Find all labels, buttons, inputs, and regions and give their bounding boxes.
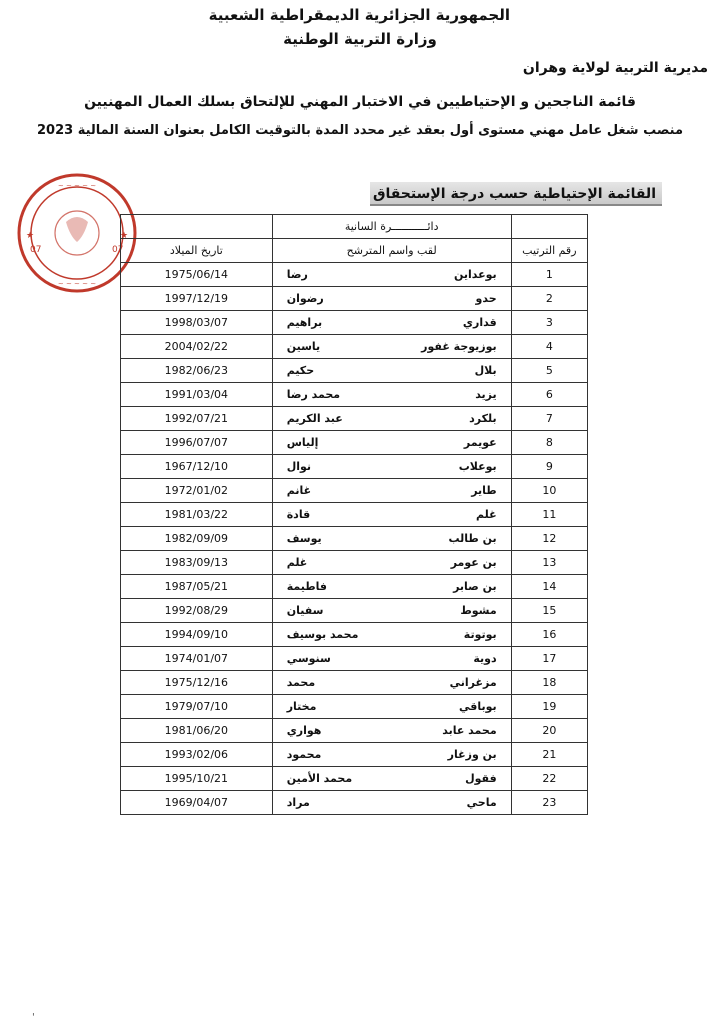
rank-cell: 12: [511, 527, 587, 551]
candidate-first-name: يوسف: [286, 532, 322, 545]
table-row: [121, 479, 588, 503]
birth-date-cell: 1981/06/20: [121, 719, 273, 743]
rank-cell: 21: [511, 743, 587, 767]
candidate-name: [273, 460, 511, 473]
candidate-first-name: غلم: [286, 556, 308, 569]
candidate-last-name: قداري: [462, 316, 497, 329]
rank-cell: 7: [511, 407, 587, 431]
candidate-last-name: بن طالب: [448, 532, 497, 545]
birth-date-cell: 1979/07/10: [121, 695, 273, 719]
table-row: [121, 383, 588, 407]
candidate-first-name: مختار: [286, 700, 317, 713]
birth-date-cell: 1998/03/07: [121, 311, 273, 335]
ministry-heading: وزارة التربية الوطنية: [283, 30, 437, 48]
rank-cell: 1: [511, 263, 587, 287]
candidate-name-cell: [272, 599, 511, 623]
table-row: [121, 719, 588, 743]
birth-date-cell: 1991/03/04: [121, 383, 273, 407]
rank-cell: 17: [511, 647, 587, 671]
rank-cell: 8: [511, 431, 587, 455]
candidate-first-name: نوال: [286, 460, 312, 473]
candidate-name-cell: [272, 479, 511, 503]
candidate-first-name: قادة: [286, 508, 311, 521]
candidate-name-cell: [272, 695, 511, 719]
candidate-last-name: فقول: [465, 772, 497, 785]
candidate-last-name: مزغراني: [449, 676, 497, 689]
candidate-name-cell: [272, 359, 511, 383]
candidate-name: [273, 340, 511, 353]
candidate-name-cell: [272, 671, 511, 695]
candidate-name: [273, 676, 511, 689]
rank-cell: 3: [511, 311, 587, 335]
candidate-name-cell: [272, 263, 511, 287]
candidate-name: [273, 556, 511, 569]
svg-text:07: 07: [30, 245, 42, 255]
candidate-name: [273, 652, 511, 665]
candidate-name-cell: [272, 503, 511, 527]
candidate-last-name: يزيد: [475, 388, 497, 401]
birth-date-cell: 1981/03/22: [121, 503, 273, 527]
rank-cell: 23: [511, 791, 587, 815]
table-row: [121, 407, 588, 431]
candidate-name: [273, 580, 511, 593]
candidate-first-name: براهيم: [286, 316, 323, 329]
candidate-first-name: مراد: [286, 796, 310, 809]
candidate-first-name: سنوسي: [286, 652, 331, 665]
table-row: [121, 791, 588, 815]
candidate-name: [273, 364, 511, 377]
birth-date-cell: 1992/07/21: [121, 407, 273, 431]
candidate-name: [273, 604, 511, 617]
candidate-last-name: بلكرد: [469, 412, 497, 425]
birth-date-cell: 1974/01/07: [121, 647, 273, 671]
candidate-name: [273, 748, 511, 761]
pen-mark: ': [32, 1012, 35, 1023]
rank-cell: 10: [511, 479, 587, 503]
birth-date-cell: 1967/12/10: [121, 455, 273, 479]
candidate-name: [273, 724, 511, 737]
candidate-name: [273, 412, 511, 425]
rank-cell: 19: [511, 695, 587, 719]
region-blank-cell: [121, 215, 273, 239]
birth-date-cell: 1982/09/09: [121, 527, 273, 551]
candidate-last-name: بوتوتة: [463, 628, 497, 641]
rank-cell: 9: [511, 455, 587, 479]
column-header-birth: تاريخ الميلاد: [121, 239, 273, 263]
table-row: [121, 527, 588, 551]
table-body: [121, 263, 588, 815]
candidate-last-name: بن صابر: [453, 580, 497, 593]
document-title-line2: منصب شغل عامل مهني مستوى أول بعقد غير محدد المدة بالتوقيت الكامل بعنوان السنة المالية 2023: [37, 123, 683, 138]
svg-text:~ ~ ~ ~ ~: ~ ~ ~ ~ ~: [57, 280, 97, 288]
candidate-name: [273, 268, 511, 281]
birth-date-cell: 1982/06/23: [121, 359, 273, 383]
candidate-last-name: حدو: [475, 292, 497, 305]
candidate-name-cell: [272, 431, 511, 455]
table-row: [121, 743, 588, 767]
candidate-name: [273, 628, 511, 641]
candidate-name-cell: [272, 311, 511, 335]
table-row: [121, 431, 588, 455]
document-title-line1: قائمة الناجحين و الإحتياطيين في الاختبار المهني للإلتحاق بسلك العمال المهنيين: [84, 94, 636, 110]
candidate-first-name: محمود: [286, 748, 322, 761]
rank-cell: 11: [511, 503, 587, 527]
republic-heading: الجمهورية الجزائرية الديمقراطية الشعبية: [208, 6, 510, 24]
candidate-first-name: فاطيمة: [286, 580, 327, 593]
candidate-first-name: إلياس: [286, 436, 319, 449]
region-blank-cell: [511, 215, 587, 239]
candidate-name-cell: [272, 743, 511, 767]
candidate-last-name: بن عومر: [450, 556, 497, 569]
candidate-name-cell: [272, 767, 511, 791]
candidate-first-name: عبد الكريم: [286, 412, 343, 425]
birth-date-cell: 1994/09/10: [121, 623, 273, 647]
candidate-name-cell: [272, 335, 511, 359]
candidate-last-name: بوعلاب: [458, 460, 497, 473]
region-label: دائـــــــــــرة السانية: [272, 215, 511, 239]
birth-date-cell: 1992/08/29: [121, 599, 273, 623]
table-row: [121, 287, 588, 311]
candidate-last-name: دوية: [473, 652, 497, 665]
svg-text:07: 07: [112, 245, 124, 255]
candidate-last-name: بوزيوجة غفور: [421, 340, 497, 353]
candidate-first-name: ياسين: [286, 340, 321, 353]
candidate-first-name: هواري: [286, 724, 322, 737]
candidate-first-name: حكيم: [286, 364, 315, 377]
candidate-first-name: غانم: [286, 484, 312, 497]
candidate-name-cell: [272, 719, 511, 743]
svg-text:~ ~ ~ ~ ~: ~ ~ ~ ~ ~: [57, 182, 97, 190]
candidate-last-name: بوعداين: [453, 268, 497, 281]
candidate-last-name: عويمر: [463, 436, 497, 449]
table-row: [121, 671, 588, 695]
candidate-name-cell: [272, 455, 511, 479]
candidate-last-name: محمد عابد: [442, 724, 497, 737]
rank-cell: 13: [511, 551, 587, 575]
candidate-name: [273, 292, 511, 305]
birth-date-cell: 2004/02/22: [121, 335, 273, 359]
table-row: [121, 551, 588, 575]
rank-cell: 16: [511, 623, 587, 647]
candidate-last-name: بوباقي: [459, 700, 497, 713]
table-row: [121, 623, 588, 647]
rank-cell: 18: [511, 671, 587, 695]
candidate-name-cell: [272, 407, 511, 431]
candidate-name: [273, 796, 511, 809]
birth-date-cell: 1972/01/02: [121, 479, 273, 503]
candidate-name-cell: [272, 527, 511, 551]
rank-cell: 5: [511, 359, 587, 383]
birth-date-cell: 1987/05/21: [121, 575, 273, 599]
candidate-last-name: بن وزغار: [447, 748, 497, 761]
table-row: [121, 575, 588, 599]
birth-date-cell: 1995/10/21: [121, 767, 273, 791]
rank-cell: 4: [511, 335, 587, 359]
table-row: [121, 335, 588, 359]
candidate-name: [273, 388, 511, 401]
candidate-name: [273, 532, 511, 545]
candidate-name: [273, 436, 511, 449]
candidate-name: [273, 484, 511, 497]
table-row: [121, 311, 588, 335]
candidate-first-name: سفيان: [286, 604, 324, 617]
birth-date-cell: 1996/07/07: [121, 431, 273, 455]
svg-text:★: ★: [120, 231, 129, 241]
table-row: [121, 767, 588, 791]
candidate-first-name: محمد الأمين: [286, 772, 353, 785]
candidate-name: [273, 316, 511, 329]
candidate-last-name: مشوط: [460, 604, 497, 617]
rank-cell: 20: [511, 719, 587, 743]
candidate-last-name: غلم: [476, 508, 497, 521]
birth-date-cell: 1975/12/16: [121, 671, 273, 695]
rank-cell: 15: [511, 599, 587, 623]
table-row: [121, 695, 588, 719]
candidate-name-cell: [272, 575, 511, 599]
candidate-first-name: رضا: [286, 268, 308, 281]
table-row: [121, 455, 588, 479]
table-row: [121, 599, 588, 623]
candidate-name: [273, 700, 511, 713]
candidate-name-cell: [272, 647, 511, 671]
candidate-name: [273, 508, 511, 521]
birth-date-cell: 1997/12/19: [121, 287, 273, 311]
directorate-heading: مديرية التربية لولاية وهران: [522, 60, 708, 76]
table-row: [121, 263, 588, 287]
candidate-name-cell: [272, 383, 511, 407]
section-title: القائمة الإحتياطية حسب درجة الإستحقاق: [370, 182, 662, 206]
reserve-list-table: [120, 214, 588, 815]
rank-cell: 14: [511, 575, 587, 599]
table-row: [121, 647, 588, 671]
table-row: [121, 359, 588, 383]
birth-date-cell: 1969/04/07: [121, 791, 273, 815]
candidate-first-name: محمد: [286, 676, 316, 689]
rank-cell: 2: [511, 287, 587, 311]
candidate-name-cell: [272, 623, 511, 647]
column-header-rank: رقم الترتيب: [511, 239, 587, 263]
candidate-name-cell: [272, 551, 511, 575]
candidate-name: [273, 772, 511, 785]
birth-date-cell: 1983/09/13: [121, 551, 273, 575]
birth-date-cell: 1975/06/14: [121, 263, 273, 287]
candidate-name-cell: [272, 791, 511, 815]
candidate-last-name: طاير: [471, 484, 497, 497]
candidate-last-name: ماحي: [466, 796, 497, 809]
candidate-first-name: محمد رضا: [286, 388, 341, 401]
birth-date-cell: 1993/02/06: [121, 743, 273, 767]
candidate-last-name: بلال: [474, 364, 497, 377]
candidate-first-name: رضوان: [286, 292, 324, 305]
rank-cell: 22: [511, 767, 587, 791]
rank-cell: 6: [511, 383, 587, 407]
svg-text:★: ★: [26, 231, 35, 241]
candidate-first-name: محمد بوسيف: [286, 628, 359, 641]
candidate-name-cell: [272, 287, 511, 311]
column-header-name: لقب واسم المترشح: [272, 239, 511, 263]
table-row: [121, 503, 588, 527]
